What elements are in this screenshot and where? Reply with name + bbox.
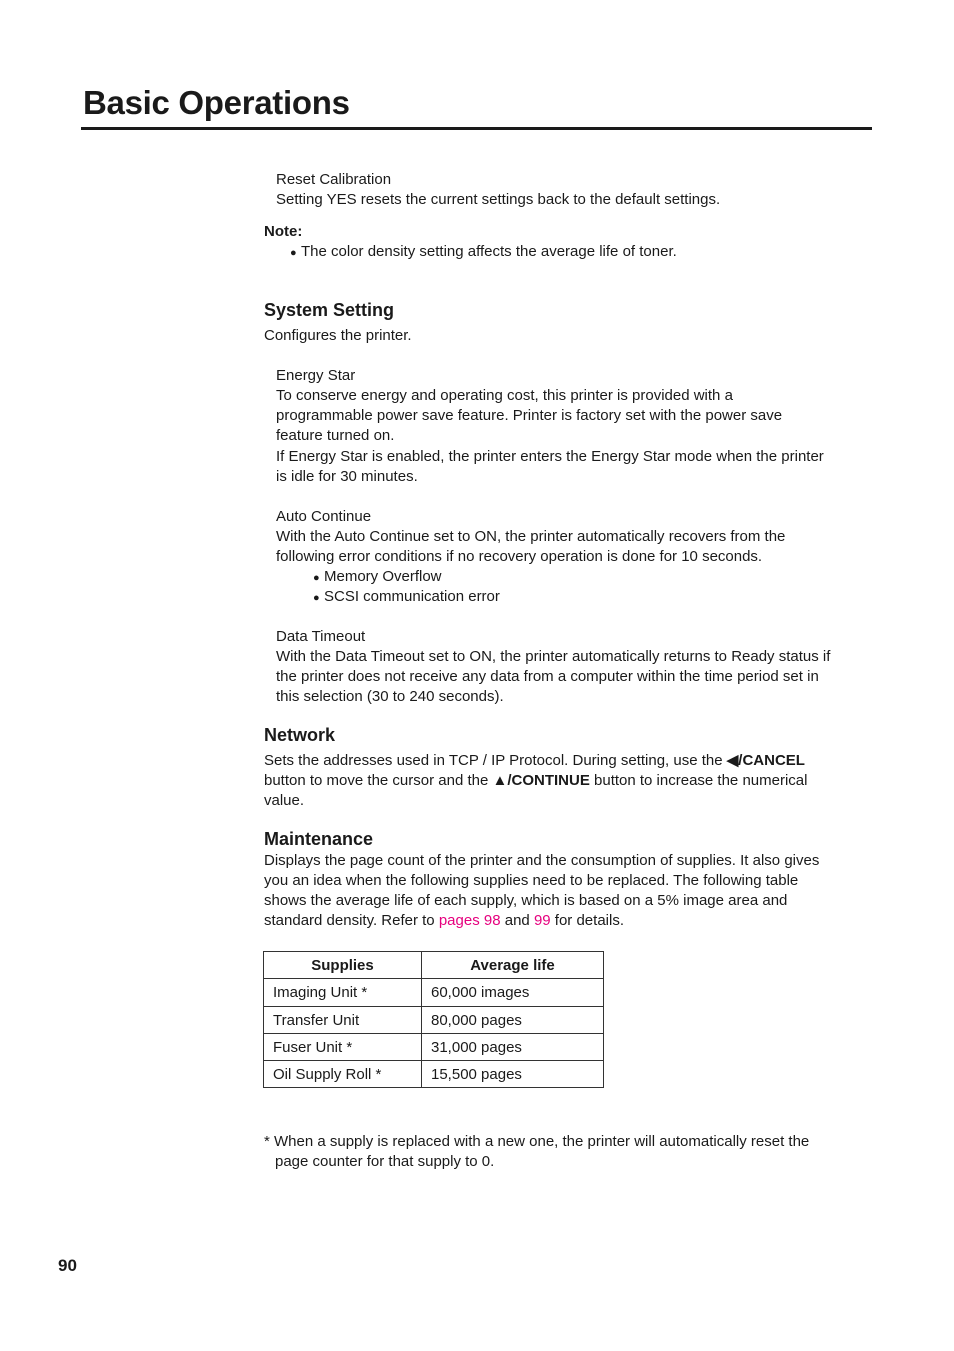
supply-name-cell: Transfer Unit (264, 1007, 422, 1034)
system-setting-heading: System Setting (264, 300, 395, 320)
bullet-icon: ● (290, 247, 297, 259)
column-header-supplies: Supplies (264, 952, 422, 979)
average-life-cell: 60,000 images (422, 979, 604, 1007)
cancel-button-label: ◀/CANCEL (726, 752, 805, 769)
auto-continue-line: With the Auto Continue set to ON, the printer automatically recovers from the (276, 528, 786, 545)
energy-star-line: programmable power save feature. Printer is factory set with the power save (276, 407, 783, 424)
note-bullet-text: The color density setting affects the average life of toner. (301, 243, 677, 260)
bullet-icon: ● (313, 592, 320, 604)
data-timeout-line: With the Data Timeout set to ON, the printer automatically returns to Ready status if (276, 648, 831, 665)
network-text: Sets the addresses used in TCP / IP Protocol. During setting, use the (264, 752, 727, 769)
maintenance-line (264, 911, 624, 931)
table-row (264, 979, 604, 1007)
supplies-table (263, 951, 604, 1088)
supply-name-cell: Fuser Unit * (264, 1034, 422, 1061)
energy-star-line: If Energy Star is enabled, the printer enters the Energy Star mode when the printer (276, 448, 824, 465)
energy-star-line: feature turned on. (276, 427, 395, 444)
title-rule (81, 127, 872, 130)
bullet-icon: ● (313, 572, 320, 584)
table-row (264, 1007, 604, 1034)
column-header-average-life: Average life (422, 952, 604, 979)
auto-continue-bullet-text: Memory Overflow (324, 568, 442, 585)
note-label: Note: (264, 223, 303, 240)
continue-button-label: ▲/CONTINUE (492, 772, 590, 789)
network-text: button to increase the numerical (589, 772, 808, 789)
footnote-line: page counter for that supply to 0. (275, 1153, 495, 1170)
pages-98-link[interactable]: pages 98 (438, 912, 501, 929)
auto-continue-bullet-item (313, 567, 442, 588)
table-header-row (264, 952, 604, 979)
auto-continue-line: following error conditions if no recovery operation is done for 10 seconds. (276, 548, 763, 565)
energy-star-heading: Energy Star (276, 367, 356, 384)
maintenance-heading: Maintenance (264, 829, 374, 849)
maintenance-line: you an idea when the following supplies need to be replaced. The following table (264, 872, 799, 889)
data-timeout-line: this selection (30 to 240 seconds). (276, 688, 504, 705)
note-bullet-item (290, 242, 677, 263)
reset-calibration-body: Setting YES resets the current settings back to the default settings. (276, 191, 721, 208)
table-row (264, 1061, 604, 1088)
table-row (264, 1034, 604, 1061)
supply-name-cell: Oil Supply Roll * (264, 1061, 422, 1088)
network-line (264, 751, 805, 771)
network-heading: Network (264, 725, 336, 745)
average-life-cell: 15,500 pages (422, 1061, 604, 1088)
supply-name-cell: Imaging Unit * (264, 979, 422, 1007)
data-timeout-heading: Data Timeout (276, 628, 366, 645)
page-99-link[interactable]: 99 (533, 912, 551, 929)
maintenance-line: shows the average life of each supply, which is based on a 5% image area and (264, 892, 788, 909)
page-title: Basic Operations (83, 84, 350, 121)
maintenance-text: for details. (550, 912, 624, 929)
network-line (264, 771, 807, 791)
maintenance-line: Displays the page count of the printer and the consumption of supplies. It also gives (264, 852, 820, 869)
energy-star-line: is idle for 30 minutes. (276, 468, 418, 485)
network-text: button to move the cursor and the (264, 772, 493, 789)
maintenance-text: standard density. Refer to (264, 912, 439, 929)
network-line: value. (264, 792, 305, 809)
footnote-line: * When a supply is replaced with a new one, the printer will automatically reset the (264, 1133, 810, 1150)
average-life-cell: 31,000 pages (422, 1034, 604, 1061)
auto-continue-heading: Auto Continue (276, 508, 372, 525)
data-timeout-line: the printer does not receive any data from a computer within the time period set in (276, 668, 819, 685)
auto-continue-bullet-text: SCSI communication error (324, 588, 500, 605)
system-setting-intro: Configures the printer. (264, 327, 412, 344)
auto-continue-bullet-item (313, 587, 500, 608)
reset-calibration-heading: Reset Calibration (276, 171, 392, 188)
energy-star-line: To conserve energy and operating cost, this printer is provided with a (276, 387, 733, 404)
page-number: 90 (58, 1256, 77, 1275)
maintenance-text: and (500, 912, 534, 929)
average-life-cell: 80,000 pages (422, 1007, 604, 1034)
